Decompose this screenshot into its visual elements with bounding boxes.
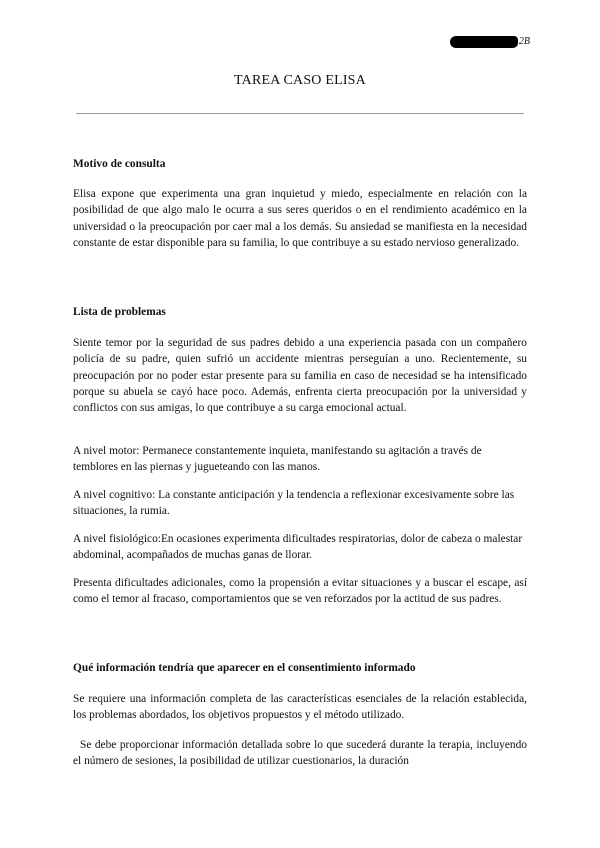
section-heading-motivo: Motivo de consulta (73, 158, 166, 170)
document-id (450, 35, 530, 49)
problemas-paragraph-motor: A nivel motor: Permanece constantemente inquieta, manifestando su agitación a través de temblores en las piernas y jugueteando con las manos. (73, 445, 482, 474)
consentimiento-paragraph-1: Se requiere una información completa de las características esenciales de la relación establecida, los problemas abordados, los objetivos propuestos y el método utilizado. (73, 693, 527, 722)
problemas-paragraph-1: Siente temor por la seguridad de sus padres debido a una experiencia pasada con un compañero policía de su padre, quien sufrió un accidente mientras perseguían a uno. Recientemente, su preocupación por no poder estar presente para su familia en caso de necesidad se ha intensificado porque su abuela se cayó hace poco. Además, enfrenta cierta preocupación por la universidad y conflictos con sus amigas, lo que contribuye a su carga emocional actual. (73, 337, 527, 415)
motivo-paragraph: Elisa expone que experimenta una gran inquietud y miedo, especialmente en relación con la posibilidad de que algo malo le ocurra a sus seres queridos o en el rendimiento académico en la universidad o la preocupación por caer mal a los demás. Su ansiedad se manifiesta en la necesidad constante de estar disponible para su familia, lo que contribuye a su estado nervioso generalizado. (73, 188, 527, 249)
consentimiento-paragraph-2: Se debe proporcionar información detallada sobre lo que sucederá durante la terapia, incluyendo el número de sesiones, la posibilidad de utilizar cuestionarios, la duración (73, 739, 530, 768)
problemas-paragraph-fisiologico: A nivel fisiológico:En ocasiones experimenta dificultades respiratorias, dolor de cabeza o malestar abdominal, acompañados de muchas ganas de llorar. (73, 533, 523, 562)
title-divider (76, 113, 524, 114)
document-code: 2B (518, 36, 530, 47)
section-heading-problemas: Lista de problemas (73, 306, 166, 318)
document-title: TAREA CASO ELISA (234, 73, 366, 88)
problemas-paragraph-adicionales: Presenta dificultades adicionales, como la propensión a evitar situaciones y a buscar el escape, así como el temor al fracaso, comportamientos que se ven reforzados por la actitud de sus padres. (73, 577, 527, 606)
redaction-mark (450, 36, 518, 48)
section-heading-consentimiento: Qué información tendría que aparecer en el consentimiento informado (73, 662, 416, 674)
problemas-paragraph-cognitivo: A nivel cognitivo: La constante anticipación y la tendencia a reflexionar excesivamente sobre las situaciones, la rumia. (73, 489, 515, 518)
